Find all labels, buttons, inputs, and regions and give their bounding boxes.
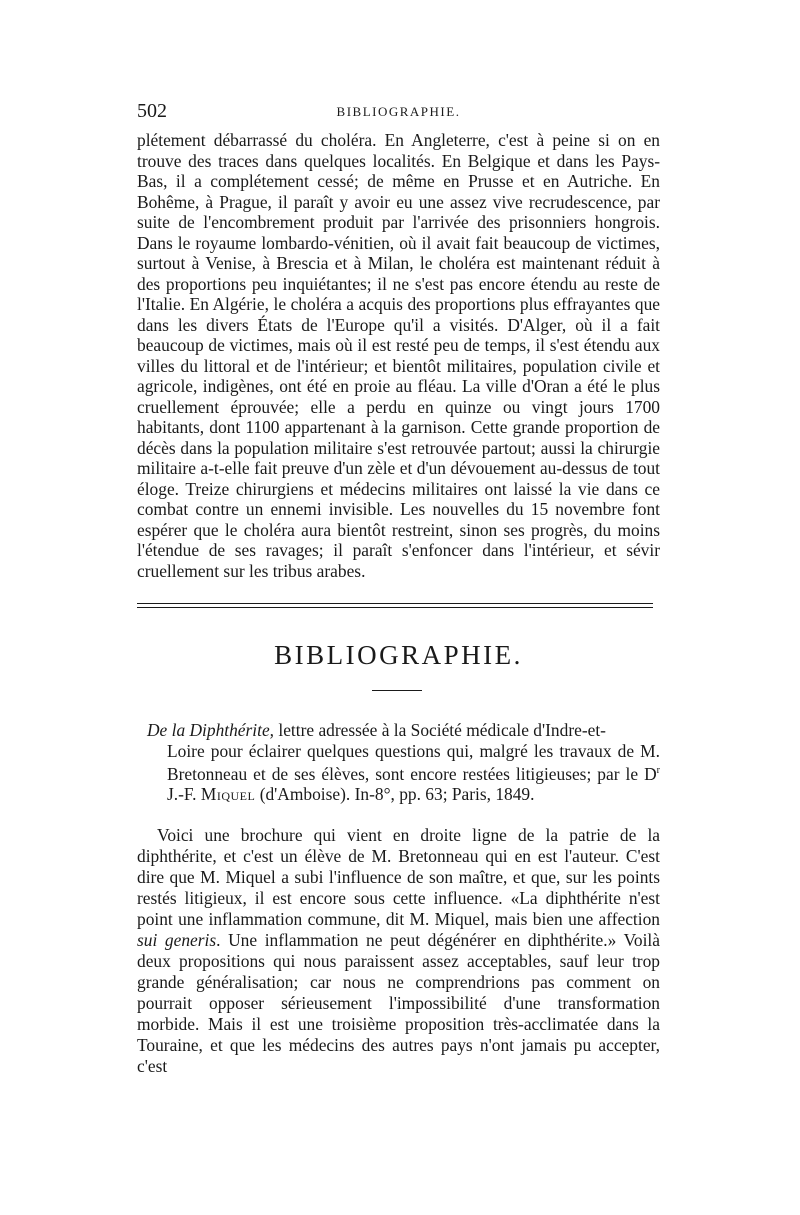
entry-title: De la Diphthérite, xyxy=(147,720,275,740)
review-text xyxy=(137,825,660,1077)
entry-line2: Loire pour éclairer quelques questions qui, malgré les travaux de M. Bretonneau et de ses élèves, sont encore restées litigieuses; par le D xyxy=(167,740,660,784)
short-rule-divider xyxy=(372,690,422,691)
entry-publication: (d'Amboise). In-8°, pp. 63; Paris, 1849. xyxy=(255,784,535,805)
review-emphasis: sui generis xyxy=(137,930,217,950)
rule-line-bottom xyxy=(137,607,653,608)
dr-superscript: r xyxy=(656,765,660,776)
rule-line-top xyxy=(137,603,653,604)
page-number: 502 xyxy=(137,100,167,122)
review-paragraph xyxy=(137,825,660,1077)
entry-continuation xyxy=(147,741,660,805)
entry-author-name: Miquel xyxy=(200,784,256,805)
review-part2: . Une inflammation ne peut dégénérer en diphthérite.» Voilà deux propositions qui nous paraissent assez acceptables, sauf leur trop grande généralisation; car nous ne comprendrions pas comment on pourrait opposer sérieusement l'impossibilité d'une transformation morbide. Mais il est une troisième proposition très-acclimatée dans la Touraine, et que les médecins des autres pays n'ont jamais pu accepter, c'est xyxy=(137,930,660,1076)
cholera-paragraph: plétement débarrassé du choléra. En Angleterre, c'est à peine si on en trouve des traces dans quelques localités. En Belgique et dans les Pays-Bas, il a complétement cessé; de même en Prusse et en Autriche. En Bohême, à Prague, il paraît y avoir eu une assez vive recrudescence, par suite de l'encombrement produit par l'arrivée des prisonniers hongrois. Dans le royaume lombardo-vénitien, où il avait fait beaucoup de victimes, surtout à Venise, à Brescia et à Milan, le choléra est maintenant réduit à des proportions peu inquiétantes; il ne s'est pas encore étendu au reste de l'Italie. En Algérie, le choléra a acquis des proportions plus effrayantes que dans les divers États de l'Europe qu'il a visités. D'Alger, où il a fait beaucoup de victimes, mais où il est resté peu de temps, il s'est étendu aux villes du littoral et de l'intérieur; et bientôt militaires, population civile et agricole, indigènes, ont été en proie au fléau. La ville d'Oran a été le plus cruellement éprouvée; elle a perdu en quinze ou vingt jours 1700 habitants, dont 1100 appartenant à la garnison. Cette grande proportion de décès dans la population militaire s'est retrouvée partout; aussi la chirurgie militaire a-t-elle fait preuve d'un zèle et d'un dévouement au-dessus de tout éloge. Treize chirurgiens et médecins militaires ont laissé la vie dans ce combat contre un ennemi invisible. Les nouvelles du 15 novembre font espérer que le choléra aura bientôt restreint, sinon ses progrès, du moins l'étendue de ses ravages; il paraît s'enfoncer dans l'intérieur, et sévir cruellement sur les tribus arabes. xyxy=(137,130,660,581)
page-header xyxy=(137,100,660,126)
entry-author-initials: J.-F. xyxy=(167,784,201,805)
body-text xyxy=(137,130,660,581)
entry-line1: lettre adressée à la Société médicale d'Indre-et- xyxy=(274,720,606,740)
review-part1: Voici une brochure qui vient en droite ligne de la patrie de la diphthérite, et c'est un élève de M. Bretonneau qui en est l'auteur. C'est dire que M. Miquel a subi l'influence de son maître, et que, sur les points restés litigieux, il est encore sous cette influence. «La diphthérite n'est point une inflammation commune, dit M. Miquel, mais bien une affection xyxy=(137,825,660,929)
double-rule-divider xyxy=(137,603,653,608)
running-head: BIBLIOGRAPHIE. xyxy=(336,104,461,119)
bibliography-entry xyxy=(147,720,660,805)
section-title: BIBLIOGRAPHIE. xyxy=(274,640,523,670)
